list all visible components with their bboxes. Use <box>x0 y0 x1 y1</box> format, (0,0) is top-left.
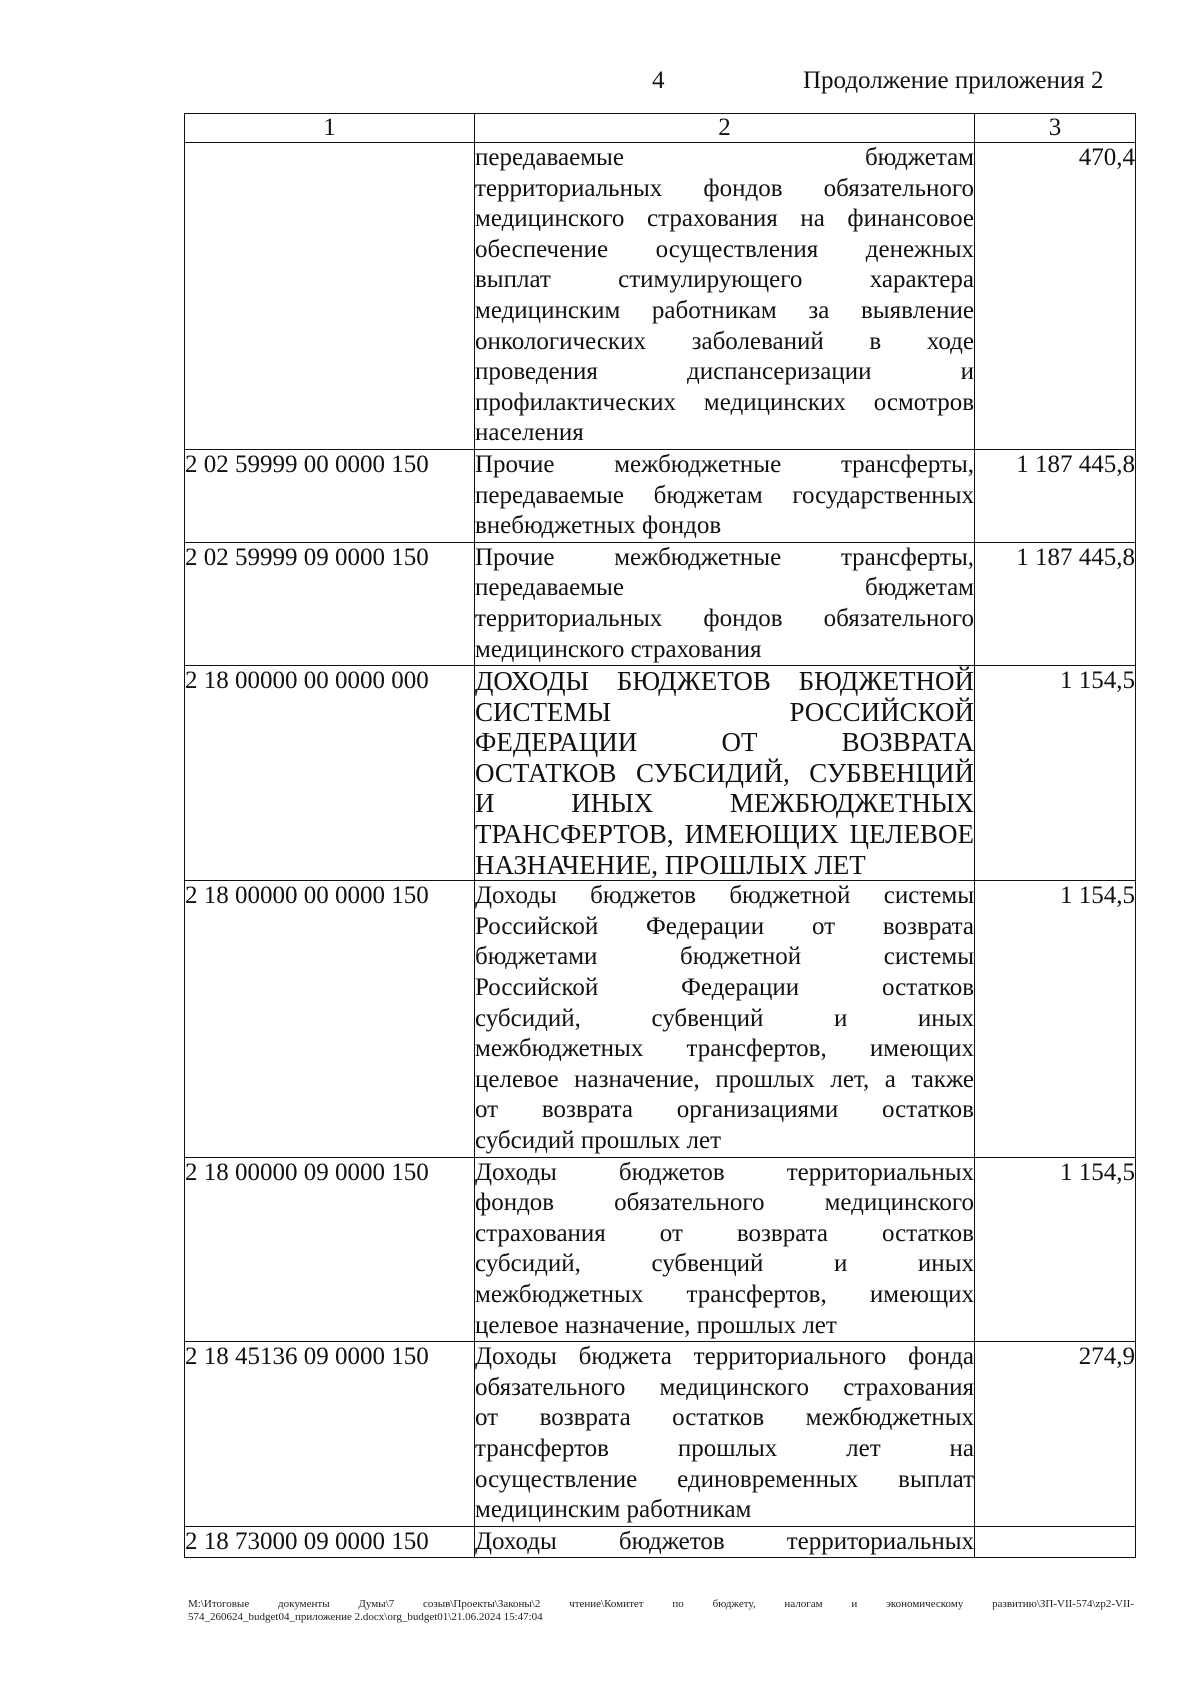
description-line: фондов обязательного медицинского <box>475 1189 974 1217</box>
column-header: 2 <box>475 114 975 143</box>
page-number: 4 <box>652 67 665 94</box>
table-row <box>185 666 1136 881</box>
table-row <box>185 1342 1136 1527</box>
description-line: от возврата организациями остатков <box>475 1096 974 1124</box>
amount-cell: 1 187 445,8 <box>975 542 1136 665</box>
description-line: Российской Федерации остатков <box>475 974 974 1002</box>
description-line: территориальных фондов обязательного <box>475 604 974 632</box>
description-line: субсидий прошлых лет <box>475 1127 722 1154</box>
description-line: онкологических заболеваний в ходе <box>475 327 974 355</box>
column-header: 1 <box>185 114 475 143</box>
column-header: 3 <box>975 114 1136 143</box>
amount-cell: 1 154,5 <box>975 666 1136 881</box>
description-line: внебюджетных фондов <box>475 512 722 540</box>
budget-code-cell: 2 18 73000 09 0000 150 <box>185 1526 475 1558</box>
amount-cell: 470,4 <box>975 143 1136 450</box>
description-line: населения <box>475 419 584 447</box>
description-cell <box>475 542 975 665</box>
table-row <box>185 881 1136 1157</box>
amount-cell <box>975 1526 1136 1558</box>
table-row <box>185 1157 1136 1342</box>
description-line: Доходы бюджета территориального фонда <box>475 1343 974 1371</box>
description-line: Доходы бюджетов бюджетной системы <box>475 882 974 910</box>
budget-code-cell <box>185 143 475 450</box>
description-line: медицинского страхования <box>475 635 762 663</box>
description-line: ОСТАТКОВ СУБСИДИЙ, СУБВЕНЦИЙ <box>475 757 974 788</box>
description-line: бюджетами бюджетной системы <box>475 943 974 971</box>
budget-code-cell: 2 18 00000 00 0000 000 <box>185 666 475 881</box>
description-line: Прочие межбюджетные трансферты, <box>475 543 974 571</box>
table-row <box>185 449 1136 542</box>
description-cell <box>475 143 975 450</box>
description-line: субсидий, субвенций и иных <box>475 1250 974 1278</box>
table-row <box>185 1526 1136 1558</box>
amount-cell: 274,9 <box>975 1342 1136 1527</box>
budget-code-cell: 2 02 59999 09 0000 150 <box>185 542 475 665</box>
footer-path-line: М:\Итоговые документы Думы\7 созыв\Проекты\Законы\2 чтение\Комитет по бюджету, налогам и экономическому развитию\ЗП-VII-574\zp2-VII- <box>188 1598 1134 1610</box>
description-line: СИСТЕМЫ РОССИЙСКОЙ <box>475 696 974 727</box>
description-line: выплат стимулирующего характера <box>475 266 974 294</box>
description-line: И ИНЫХ МЕЖБЮДЖЕТНЫХ <box>475 788 974 819</box>
table-row <box>185 143 1136 450</box>
description-line: обеспечение осуществления денежных <box>475 235 974 263</box>
amount-cell: 1 154,5 <box>975 881 1136 1157</box>
amount-cell: 1 154,5 <box>975 1157 1136 1342</box>
description-line: Российской Федерации от возврата <box>475 912 974 940</box>
description-line: ТРАНСФЕРТОВ, ИМЕЮЩИХ ЦЕЛЕВОЕ <box>475 819 974 850</box>
description-line: медицинским работникам за выявление <box>475 296 974 324</box>
amount-cell: 1 187 445,8 <box>975 449 1136 542</box>
description-line: медицинского страхования на финансовое <box>475 205 974 233</box>
description-cell <box>475 1342 975 1527</box>
description-line: ДОХОДЫ БЮДЖЕТОВ БЮДЖЕТНОЙ <box>475 666 974 697</box>
description-line: субсидий, субвенций и иных <box>475 1004 974 1032</box>
budget-code-cell: 2 18 00000 09 0000 150 <box>185 1157 475 1342</box>
description-line: Доходы бюджетов территориальных <box>475 1158 974 1186</box>
description-line: передаваемые бюджетам <box>475 574 974 602</box>
description-line: Доходы бюджетов территориальных <box>475 1527 974 1555</box>
description-line: медицинским работникам <box>475 1496 752 1524</box>
description-line: ФЕДЕРАЦИИ ОТ ВОЗВРАТА <box>475 727 974 758</box>
table-header-row <box>185 114 1136 143</box>
description-line: Прочие межбюджетные трансферты, <box>475 450 974 478</box>
description-line: межбюджетных трансфертов, имеющих <box>475 1035 974 1063</box>
description-line: проведения диспансеризации и <box>475 358 974 386</box>
description-cell <box>475 666 975 881</box>
footer-path-line: 574_260624_budget04_приложение 2.docx\org_budget01\21.06.2024 15:47:04 <box>188 1611 543 1623</box>
description-line: целевое назначение, прошлых лет <box>475 1311 837 1339</box>
description-cell <box>475 1526 975 1558</box>
description-line: НАЗНАЧЕНИЕ, ПРОШЛЫХ ЛЕТ <box>475 849 866 880</box>
table-row <box>185 542 1136 665</box>
description-cell <box>475 881 975 1157</box>
file-path-footer <box>188 1598 1134 1624</box>
description-line: передаваемые бюджетам <box>475 144 974 171</box>
description-line: страхования от возврата остатков <box>475 1219 974 1247</box>
appendix-continuation-title: Продолжение приложения 2 <box>803 67 1104 94</box>
description-line: профилактических медицинских осмотров <box>475 388 974 416</box>
budget-code-cell: 2 02 59999 00 0000 150 <box>185 449 475 542</box>
description-line: территориальных фондов обязательного <box>475 174 974 202</box>
description-cell <box>475 1157 975 1342</box>
budget-code-cell: 2 18 00000 00 0000 150 <box>185 881 475 1157</box>
budget-code-cell: 2 18 45136 09 0000 150 <box>185 1342 475 1527</box>
table-body <box>185 143 1136 1558</box>
description-line: целевое назначение, прошлых лет, а также <box>475 1065 974 1093</box>
description-line: от возврата остатков межбюджетных <box>475 1404 974 1432</box>
description-line: осуществление единовременных выплат <box>475 1465 974 1493</box>
budget-table <box>184 113 1136 1558</box>
description-line: передаваемые бюджетам государственных <box>475 481 974 509</box>
description-line: межбюджетных трансфертов, имеющих <box>475 1280 974 1308</box>
description-cell <box>475 449 975 542</box>
description-line: обязательного медицинского страхования <box>475 1373 974 1401</box>
description-line: трансфертов прошлых лет на <box>475 1434 974 1462</box>
